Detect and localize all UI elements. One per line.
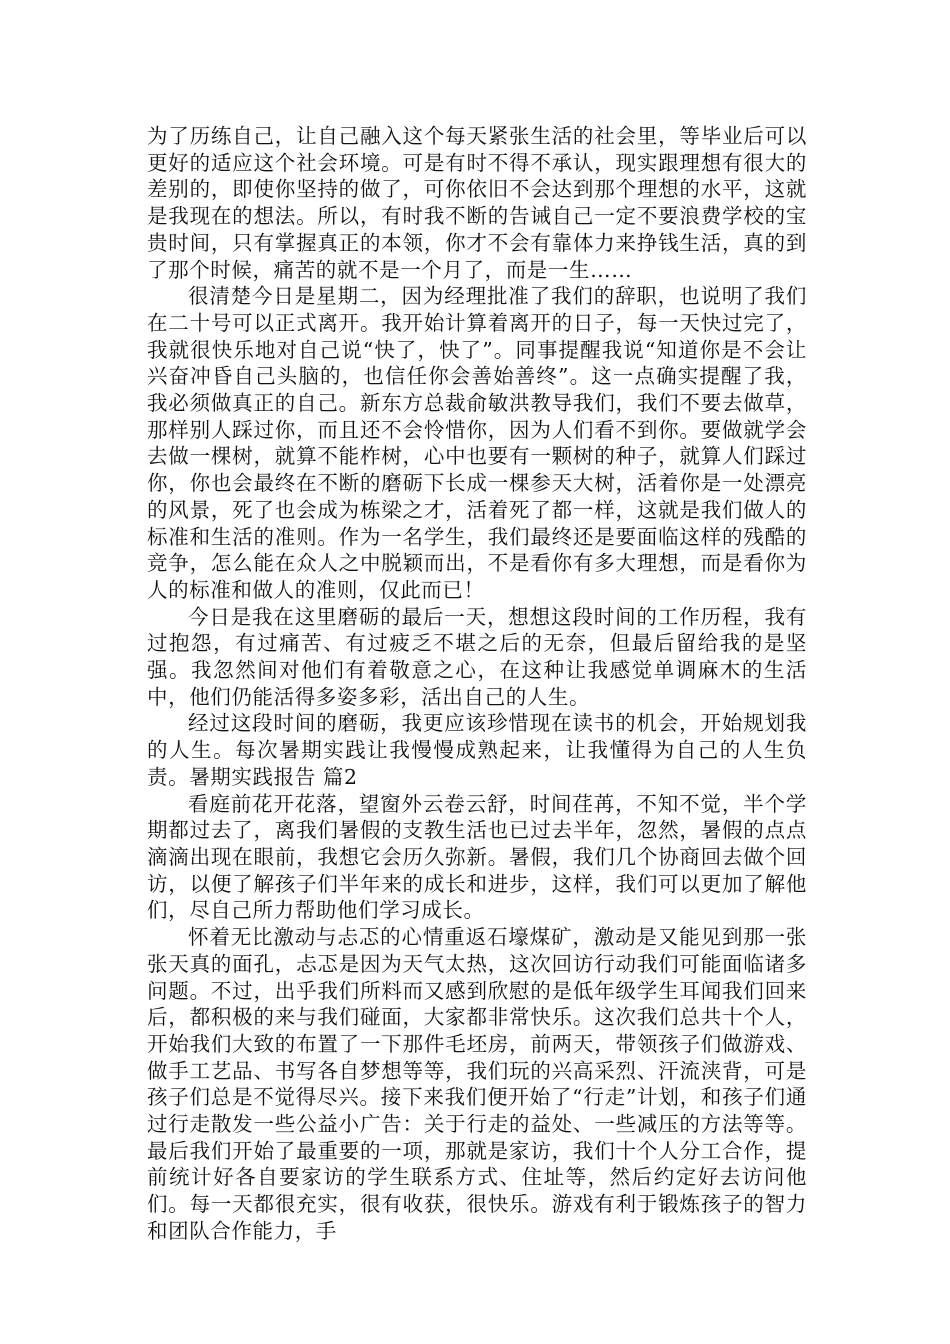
paragraph-5: 看庭前花开花落，望窗外云卷云舒，时间荏苒，不知不觉，半个学期都过去了，离我们暑假的支教生活也已过去半年，忽然，暑假的点点滴滴出现在眼前，我想它会历久弥新。暑假，我们几个协商回去做个回访，以便了解孩子们半年来的成长和进步，这样，我们可以更加了解他们，尽自己所力帮助他们学习成长。 [147, 791, 807, 923]
paragraph-6: 怀着无比激动与忐忑的心情重返石壕煤矿，激动是又能见到那一张张天真的面孔，忐忑是因为天气太热，这次回访行动我们可能面临诸多问题。不过，出乎我们所料而又感到欣慰的是低年级学生耳闻我们回来后，都积极的来与我们碰面，大家都非常快乐。这次我们总共十个人，开始我们大致的布置了一下那件毛坯房，前两天，带领孩子们做游戏、做手工艺品、书写各自梦想等等，我们玩的兴高采烈、汗流浃背，可是孩子们总是不觉得尽兴。接下来我们便开始了“行走”计划，和孩子们通过行走散发一些公益小广告：关于行走的益处、一些减压的方法等等。最后我们开始了最重要的一项，那就是家访，我们十个人分工合作，提前统计好各自要家访的学生联系方式、住址等，然后约定好去访问他们。每一天都很充实，很有收获，很快乐。游戏有利于锻炼孩子的智力和团队合作能力，手 [147, 925, 807, 1243]
paragraph-1: 为了历练自己，让自己融入这个每天紧张生活的社会里，等毕业后可以更好的适应这个社会环境。可是有时不得不承认，现实跟理想有很大的差别的，即使你坚持的做了，可你依旧不会达到那个理想的水平，这就是我现在的想法。所以，有时我不断的告诫自己一定不要浪费学校的宝贵时间，只有掌握真正的本领，你才不会有靠体力来挣钱生活，真的到了那个时候，痛苦的就不是一个月了，而是一生…… [147, 124, 807, 282]
document-body [147, 123, 807, 1245]
paragraph-4: 经过这段时间的磨砺，我更应该珍惜现在读书的机会，开始规划我的人生。每次暑期实践让我慢慢成熟起来，让我懂得为自己的人生负责。暑期实践报告 篇2 [147, 711, 807, 789]
paragraph-2: 很清楚今日是星期二，因为经理批准了我们的辞职，也说明了我们在二十号可以正式离开。我开始计算着离开的日子，每一天快过完了，我就很快乐地对自己说“快了，快了”。同事提醒我说“知道你是不会让兴奋冲昏自己头脑的，也信任你会善始善终”。这一点确实提醒了我，我必须做真正的自己。新东方总裁俞敏洪教导我们，我们不要去做草，那样别人踩过你，而且还不会怜惜你，因为人们看不到你。要做就学会去做一棵树，就算不能柞树，心中也要有一颗树的种子，就算人们踩过你，你也会最终在不断的磨砺下长成一棵参天大树，活着你是一处漂亮的风景，死了也会成为栋梁之才，活着死了都一样，这就是我们做人的标准和生活的准则。作为一名学生，我们最终还是要面临这样的残酷的竞争，怎么能在众人之中脱颖而出，不是看你有多大理想，而是看你为人的标准和做人的准则，仅此而已！ [147, 284, 807, 602]
paragraph-3: 今日是我在这里磨砺的最后一天，想想这段时间的工作历程，我有过抱怨，有过痛苦、有过疲乏不堪之后的无奈，但最后留给我的是坚强。我忽然间对他们有着敬意之心，在这种让我感觉单调麻木的生活中，他们仍能活得多姿多彩，活出自己的人生。 [147, 604, 807, 709]
